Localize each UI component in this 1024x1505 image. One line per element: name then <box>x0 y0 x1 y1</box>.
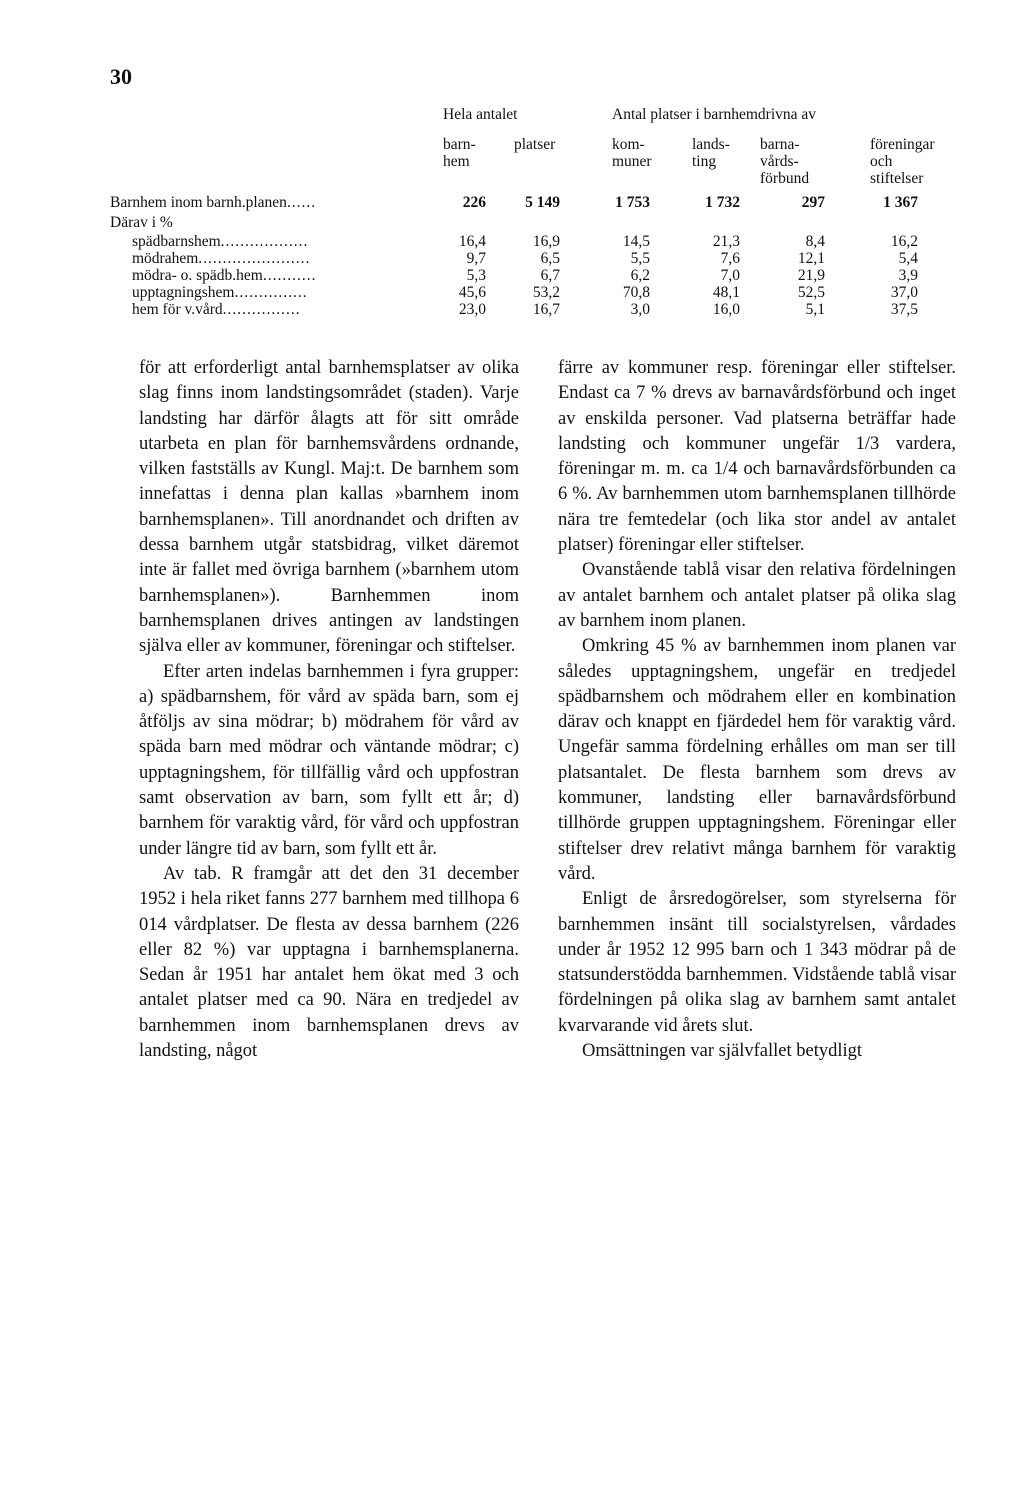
total-barnhem: 226 <box>462 194 486 211</box>
col-header-kommuner-2: muner <box>612 153 652 170</box>
paragraph: Omsättningen var självfallet betydligt <box>582 1041 863 1062</box>
cell-platser: 53,2 <box>532 284 560 301</box>
cell-forening: 16,2 <box>890 233 918 250</box>
paragraph: Ovanstående tablå visar den relativa fördelningen av antalet barnhem och antalet platser på olika slag av barnhem inom planen. <box>558 560 956 631</box>
col-header-platser: platser <box>514 136 556 153</box>
cell-platser: 16,9 <box>532 233 560 250</box>
cell-barnavard: 5,1 <box>805 301 825 318</box>
cell-forening: 3,9 <box>898 267 918 284</box>
cell-forening: 5,4 <box>898 250 918 267</box>
cell-kommuner: 3,0 <box>630 301 650 318</box>
cell-forening: 37,0 <box>890 284 918 301</box>
cell-kommuner: 5,5 <box>630 250 650 267</box>
cell-platser: 6,5 <box>540 250 560 267</box>
cell-barnavard: 12,1 <box>797 250 825 267</box>
paragraph: Av tab. R framgår att det den 31 december 1952 i hela riket fanns 277 barnhem med tillhopa 6 014 vårdplatser. De flesta av dessa barnhem (226 eller 82 %) var upptagna i barnhemsplanerna. Sedan år 1951 har antalet hem ökat med 3 och antalet platser med ca 90. Nära en tredjedel av barnhemmen inom barnhemsplanen drevs av landsting, något <box>139 863 519 1062</box>
cell-kommuner: 6,2 <box>630 267 650 284</box>
col-header-forening-1: föreningar <box>870 136 935 153</box>
col-header-forening-2: och <box>870 153 893 170</box>
row-label: upptagningshem............... <box>132 284 308 301</box>
paragraph: för att erforderligt antal barnhemsplatser av olika slag finns inom landstingsområdet (staden). Varje landsting har därför ålagts att för sitt område utarbeta en plan för barnhemsvårdens ordnande, vilken fastställs av Kungl. Maj:t. De barnhem som innefattas i denna plan kallas »barnhem inom barnhemsplanen». Till anordnandet och driften av dessa barnhem utgår statsbidrag, vilket däremot inte är fallet med övriga barnhem (»barnhem utom barnhemsplanen»). Barnhemmen inom barnhemsplanen drives antingen av landstingen själva eller av kommuner, föreningar och stiftelser. <box>139 358 519 657</box>
cell-barnhem: 5,3 <box>466 267 486 284</box>
col-header-barnhem-1: barn- <box>443 136 476 153</box>
col-header-barnhem-2: hem <box>443 153 470 170</box>
cell-barnhem: 9,7 <box>466 250 486 267</box>
total-platser: 5 149 <box>525 194 560 211</box>
group-header-operators: Antal platser i barnhemdrivna av <box>612 106 817 123</box>
left-text-column <box>139 356 519 1064</box>
col-header-barnavard-2: vårds- <box>760 153 799 170</box>
cell-landsting: 16,0 <box>712 301 740 318</box>
cell-barnavard: 8,4 <box>805 233 825 250</box>
page-number: 30 <box>110 64 132 89</box>
right-text-column <box>558 356 956 1064</box>
col-header-landsting-1: lands- <box>692 136 730 153</box>
paragraph: Enligt de årsredogörelser, som styrelserna för barnhemmen insänt till socialstyrelsen, vårdades under år 1952 12 995 barn och 1 343 mödrar på de statsunderstödda barnhemmen. Vidstående tablå visar fördelningen på olika slag av barnhem samt antalet kvarvarande vid årets slut. <box>558 889 956 1036</box>
cell-barnhem: 45,6 <box>458 284 486 301</box>
cell-barnavard: 52,5 <box>797 284 825 301</box>
col-header-kommuner-1: kom- <box>612 136 645 153</box>
row-label: hem för v.vård................ <box>132 301 301 318</box>
paragraph: Omkring 45 % av barnhemmen inom planen var således upptagningshem, ungefär en tredjedel spädbarnshem och mödrahem eller en kombination därav och knappt en fjärdedel hem för varaktig vård. Ungefär samma fördelning erhålles om man ser till platsantalet. De flesta barnhem som drevs av kommuner, landsting eller barnavårdsförbund tillhörde gruppen upptagningshem. Föreningar eller stiftelser drev relativt många barnhem för varaktig vård. <box>558 636 956 884</box>
total-barnavard: 297 <box>801 194 825 211</box>
total-kommuner: 1 753 <box>615 194 650 211</box>
total-forening: 1 367 <box>883 194 918 211</box>
row-label: spädbarnshem.................. <box>132 233 309 250</box>
cell-landsting: 21,3 <box>712 233 740 250</box>
cell-platser: 6,7 <box>540 267 560 284</box>
group-header-total: Hela antalet <box>443 106 518 123</box>
row-label: mödra- o. spädb.hem........... <box>132 267 317 284</box>
total-landsting: 1 732 <box>705 194 740 211</box>
cell-landsting: 7,6 <box>720 250 740 267</box>
col-header-barnavard-3: förbund <box>760 170 810 187</box>
col-header-forening-3: stiftelser <box>870 170 924 187</box>
total-row-label: Barnhem inom barnh.planen...... <box>110 194 317 211</box>
paragraph: Efter arten indelas barnhemmen i fyra grupper: a) spädbarnshem, för vård av späda barn, som ej åtföljs av sina mödrar; b) mödrahem för vård av späda barn med mödrar och väntande mödrar; c) upptagningshem, för tillfällig vård och uppfostran samt observation av barn, som fyllt ett år; d) barnhem för varaktig vård, för vård och uppfostran under längre tid av barn, som fyllt ett år. <box>139 661 519 859</box>
col-header-landsting-2: ting <box>692 153 717 170</box>
cell-kommuner: 14,5 <box>622 233 650 250</box>
cell-kommuner: 70,8 <box>622 284 650 301</box>
cell-landsting: 48,1 <box>712 284 740 301</box>
cell-barnhem: 16,4 <box>458 233 486 250</box>
sub-heading: Därav i % <box>110 214 173 231</box>
paragraph: färre av kommuner resp. föreningar eller stiftelser. Endast ca 7 % drevs av barnavårdsförbund och inget av enskilda personer. Vad platserna beträffar hade landsting och kommuner ungefär 1/3 vardera, föreningar m. m. ca 1/4 och barnavårdsförbunden ca 6 %. Av barnhemmen utom barnhemsplanen tillhörde nära tre femtedelar (och lika stor andel av antalet platser) föreningar eller stiftelser. <box>558 358 956 556</box>
cell-platser: 16,7 <box>532 301 560 318</box>
cell-landsting: 7,0 <box>720 267 740 284</box>
cell-forening: 37,5 <box>890 301 918 318</box>
col-header-barnavard-1: barna- <box>760 136 800 153</box>
row-label: mödrahem....................... <box>132 250 311 267</box>
cell-barnhem: 23,0 <box>458 301 486 318</box>
cell-barnavard: 21,9 <box>797 267 825 284</box>
